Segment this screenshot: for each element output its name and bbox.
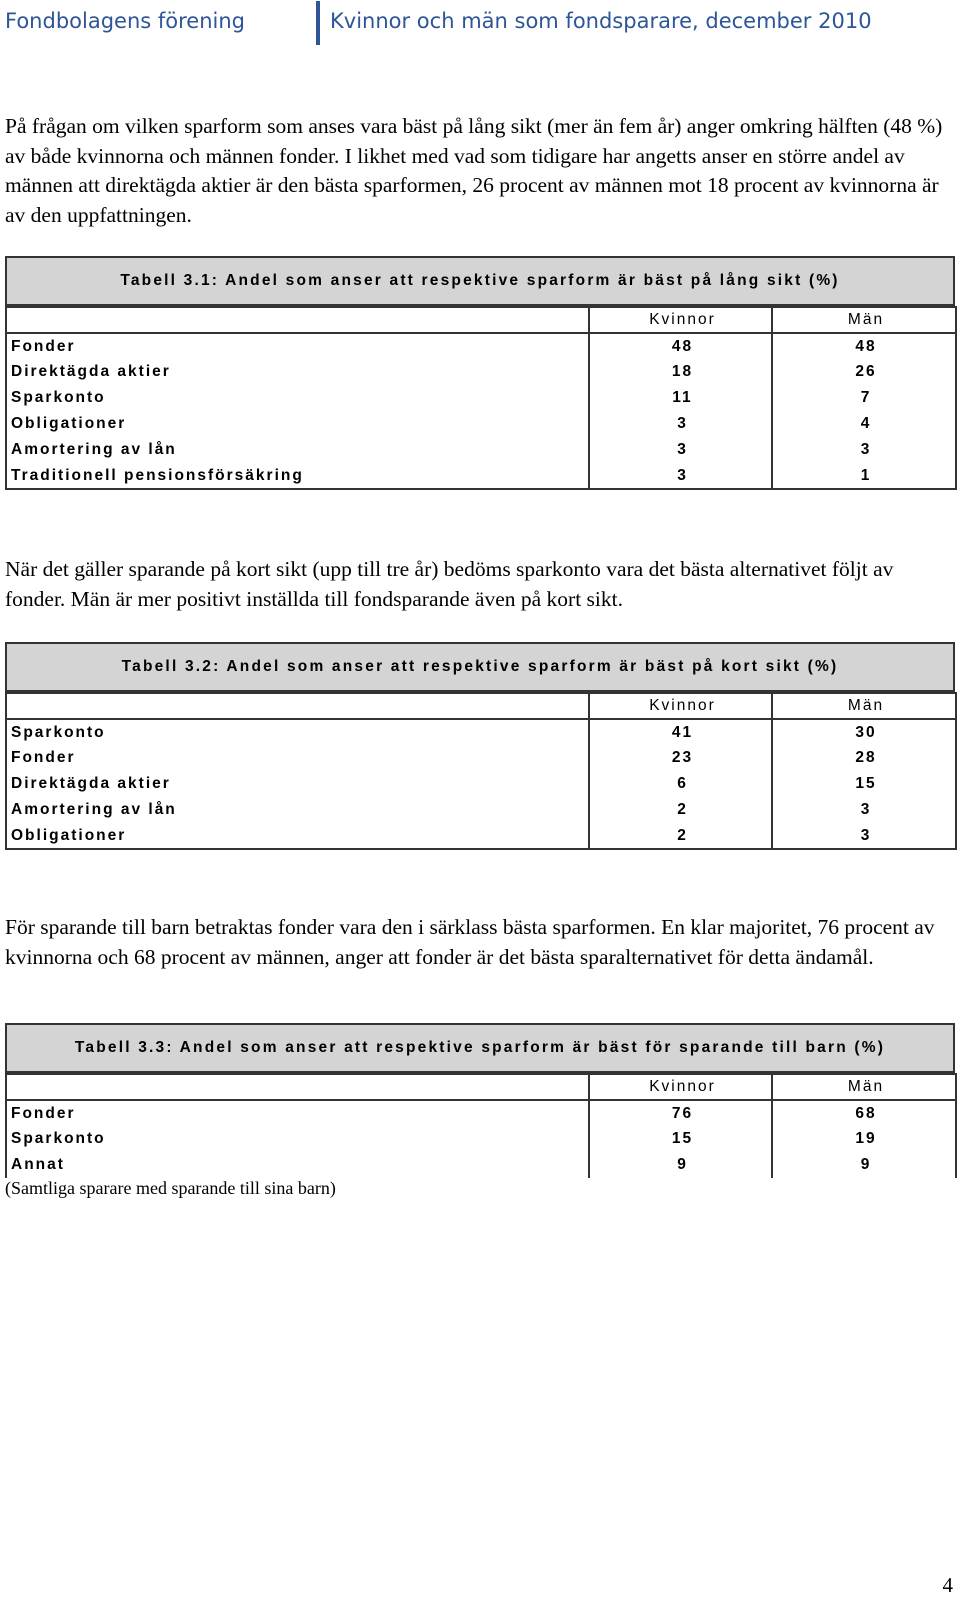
kvinnor-value: 6 — [589, 771, 772, 797]
kvinnor-value: 11 — [589, 385, 772, 411]
man-value: 26 — [772, 359, 956, 385]
table-3-3-footnote: (Samtliga sparare med sparande till sina barn) — [5, 1178, 336, 1198]
table-header-row — [6, 693, 956, 719]
table-3-3-title: Tabell 3.3: Andel som anser att respektive sparform är bäst för sparande till barn (%) — [5, 1023, 955, 1073]
man-value: 3 — [772, 437, 956, 463]
column-header-man: Män — [772, 693, 956, 719]
man-value: 30 — [772, 719, 956, 745]
row-label: Direktägda aktier — [11, 363, 171, 380]
organization-name: Fondbolagens förening — [5, 9, 245, 33]
man-value: 15 — [772, 771, 956, 797]
kvinnor-value: 2 — [589, 797, 772, 823]
row-label: Amortering av lån — [11, 801, 177, 818]
row-label: Fonder — [11, 1104, 76, 1122]
row-label: Sparkonto — [11, 389, 106, 406]
man-value: 68 — [772, 1100, 956, 1126]
document-title: Kvinnor och män som fondsparare, december 2010 — [330, 9, 872, 33]
row-label: Annat — [11, 1156, 65, 1173]
man-value: 1 — [772, 463, 956, 489]
column-header-kvinnor: Kvinnor — [589, 693, 772, 719]
table-row — [6, 359, 956, 385]
man-value: 3 — [772, 823, 956, 849]
table-row — [6, 719, 956, 745]
table-3-1 — [5, 306, 957, 490]
table-3-1-title: Tabell 3.1: Andel som anser att respektive sparform är bäst på lång sikt (%) — [5, 256, 955, 306]
table-header-row — [6, 307, 956, 333]
column-header-category — [6, 693, 589, 719]
header-divider — [316, 1, 320, 45]
table-row — [6, 333, 956, 359]
row-label: Sparkonto — [11, 1130, 106, 1147]
kvinnor-value: 23 — [589, 745, 772, 771]
row-label: Direktägda aktier — [11, 775, 171, 792]
man-value: 9 — [772, 1152, 956, 1178]
table-row — [6, 771, 956, 797]
kvinnor-value: 15 — [589, 1126, 772, 1152]
table-row — [6, 437, 956, 463]
column-header-man: Män — [772, 1074, 956, 1100]
row-label: Traditionell pensionsförsäkring — [11, 466, 304, 484]
man-value: 3 — [772, 797, 956, 823]
kvinnor-value: 3 — [589, 411, 772, 437]
kvinnor-value: 2 — [589, 823, 772, 849]
row-label: Obligationer — [11, 415, 127, 432]
kvinnor-value: 18 — [589, 359, 772, 385]
man-value: 28 — [772, 745, 956, 771]
table-row — [6, 1100, 956, 1126]
row-label: Fonder — [11, 749, 76, 766]
kvinnor-value: 76 — [589, 1100, 772, 1126]
paragraph-children-saving: För sparande till barn betraktas fonder vara den i särklass bästa sparformen. En klar majoritet, 76 procent av kvinnorna och 68 procent av männen, anger att fonder är det bästa sparalternativet för detta ändamål. — [5, 915, 935, 969]
column-header-kvinnor: Kvinnor — [589, 1074, 772, 1100]
kvinnor-value: 41 — [589, 719, 772, 745]
row-label: Obligationer — [11, 826, 127, 844]
row-label: Amortering av lån — [11, 441, 177, 458]
table-3-2 — [5, 692, 957, 850]
table-header-row — [6, 1074, 956, 1100]
table-row — [6, 411, 956, 437]
column-header-man: Män — [772, 307, 956, 333]
table-row — [6, 797, 956, 823]
row-label: Sparkonto — [11, 723, 106, 741]
table-row — [6, 1126, 956, 1152]
page-number: 4 — [942, 1573, 953, 1597]
column-header-category — [6, 1074, 589, 1100]
table-row — [6, 745, 956, 771]
row-label: Fonder — [11, 337, 76, 355]
man-value: 7 — [772, 385, 956, 411]
kvinnor-value: 9 — [589, 1152, 772, 1178]
kvinnor-value: 48 — [589, 333, 772, 359]
man-value: 4 — [772, 411, 956, 437]
table-row — [6, 1152, 956, 1178]
table-row — [6, 463, 956, 489]
table-row — [6, 823, 956, 849]
column-header-kvinnor: Kvinnor — [589, 307, 772, 333]
column-header-category — [6, 307, 589, 333]
table-3-2-title: Tabell 3.2: Andel som anser att respektive sparform är bäst på kort sikt (%) — [5, 642, 955, 692]
man-value: 19 — [772, 1126, 956, 1152]
paragraph-long-term: På frågan om vilken sparform som anses vara bäst på lång sikt (mer än fem år) anger omkring hälften (48 %) av både kvinnorna och männen fonder. I likhet med vad som tidigare har angetts anser en större andel av männen att direktägda aktier är den bästa sparformen, 26 procent av männen mot 18 procent av kvinnorna är av den uppfattningen. — [5, 114, 943, 227]
man-value: 48 — [772, 333, 956, 359]
kvinnor-value: 3 — [589, 437, 772, 463]
table-3-3 — [5, 1073, 957, 1178]
page-header — [0, 0, 960, 48]
table-row — [6, 385, 956, 411]
paragraph-short-term: När det gäller sparande på kort sikt (upp till tre år) bedöms sparkonto vara det bästa alternativet följt av fonder. Män är mer positivt inställda till fondsparande även på kort sikt. — [5, 557, 894, 611]
kvinnor-value: 3 — [589, 463, 772, 489]
